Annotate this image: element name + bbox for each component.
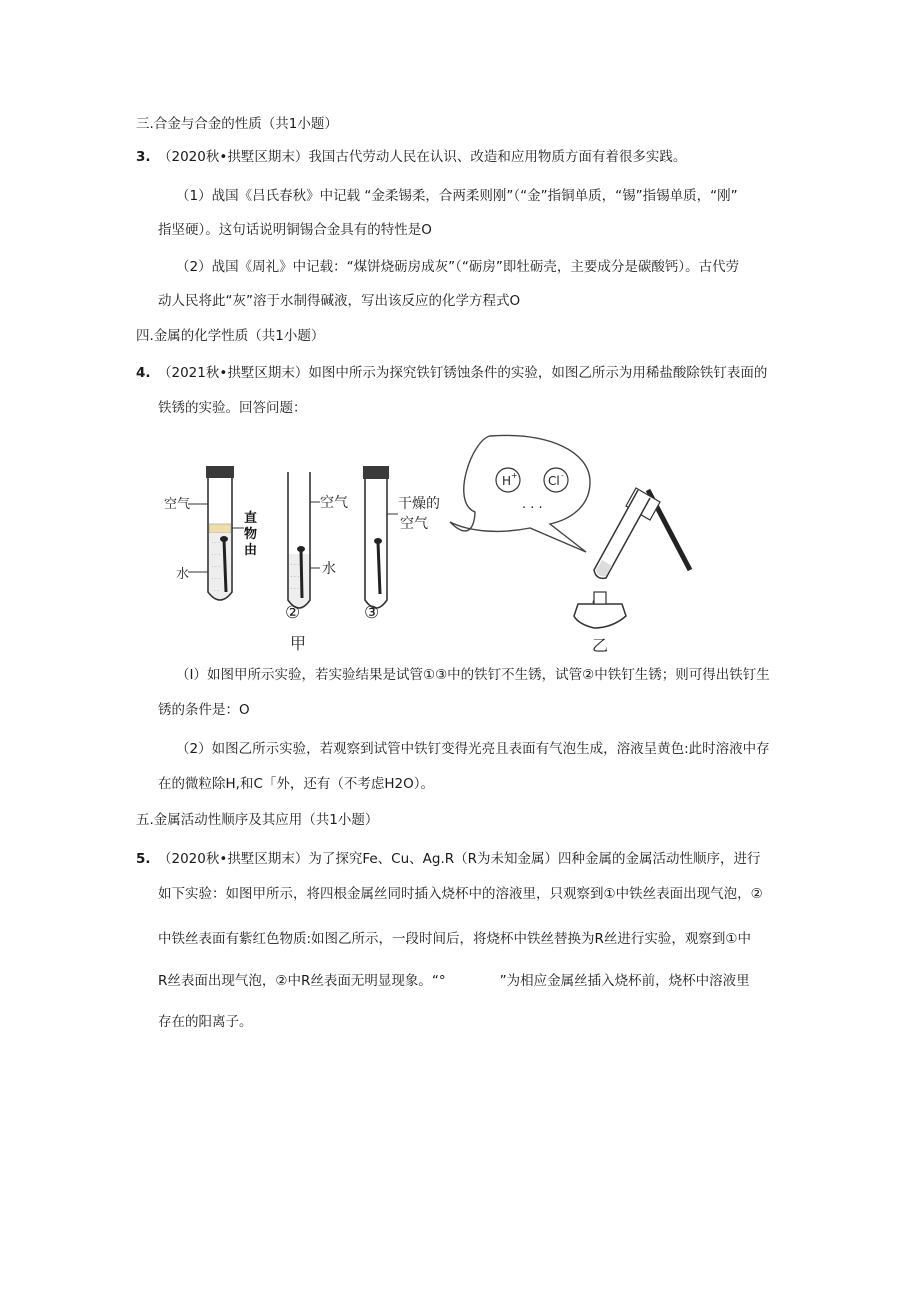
question-stem-continued: 铁锈的实验。回答问题： <box>158 400 307 416</box>
label-air-2: 空气 <box>320 495 348 511</box>
label-dry-air-1: 干燥的 <box>398 496 440 512</box>
label-water-2: 水 <box>322 561 336 577</box>
ion-h-label: H <box>502 474 512 488</box>
alcohol-lamp-setup <box>574 488 690 628</box>
svg-text:· · ·: · · · <box>291 562 299 568</box>
experiment-figure <box>150 432 710 657</box>
label-tube-3: ③ <box>364 603 380 623</box>
question-stem-continued: 存在的阳离子。 <box>158 1014 253 1030</box>
svg-text:· ·: · · <box>214 588 219 594</box>
label-oil-3: 由 <box>244 543 258 558</box>
question-number: 4. <box>136 365 151 381</box>
section-heading: 四.金属的化学性质（共1小题） <box>136 328 325 344</box>
question-stem: （2021秋•拱墅区期末）如图中所示为探究铁钉锈蚀条件的实验，如图乙所示为用稀盐酸除铁钉表面的 <box>158 365 768 381</box>
label-yi: 乙 <box>592 636 609 655</box>
label-oil-1: 直 <box>244 511 258 526</box>
label-jia: 甲 <box>290 634 307 653</box>
question-part-continued: 动人民将此“灰”溶于水制得碱液，写出该反应的化学方程式O <box>158 293 521 309</box>
svg-text:· · ·: · · · <box>212 552 220 558</box>
question-stem-continued: 如下实验：如图甲所示，将四根金属丝同时插入烧杯中的溶液里，只观察到①中铁丝表面出现气泡，② <box>158 886 763 902</box>
question-part-continued: 锈的条件是：O <box>158 702 250 718</box>
svg-text:· · ·: · · · <box>212 564 220 570</box>
question-stem-continued: 中铁丝表面有紫红色物质:如图乙所示，一段时间后，将烧杯中铁丝替换为R丝进行实验，观察到①中 <box>158 931 752 947</box>
section-heading: 三.合金与合金的性质（共1小题） <box>136 116 338 132</box>
test-tube-2 <box>288 472 320 608</box>
label-water-1: 水 <box>176 567 190 582</box>
section-heading: 五.金属活动性顺序及其应用（共1小题） <box>136 812 379 828</box>
ion-cl-charge: - <box>561 471 564 480</box>
question-part: （I）如图甲所示实验，若实验结果是试管①③中的铁钉不生锈，试管②中铁钉生锈；则可得出铁钉生 <box>176 667 770 683</box>
svg-text:· · ·: · · · <box>212 540 220 546</box>
question-number: 5. <box>136 851 151 867</box>
question-part: （2）如图乙所示实验，若观察到试管中铁钉变得光亮且表面有气泡生成，溶液呈黄色:此时溶液中存 <box>176 741 770 757</box>
question-stem: （2020秋•拱墅区期末）为了探究Fe、Cu、Ag.R（R为未知金属）四种金属的金属活动性顺序，进行 <box>158 851 761 867</box>
question-part-continued: 指坚硬）。这句话说明铜锡合金具有的特性是O <box>158 222 432 238</box>
label-tube-2: ② <box>285 603 301 623</box>
ion-cl-label: Cl <box>548 474 560 488</box>
question-part: （2）战国《周礼》中记载：“煤饼烧砺房成灰”（“砺房”即牡砺壳，主要成分是碳酸钙）。古代劳 <box>176 259 740 275</box>
speech-bubble <box>450 435 590 552</box>
ion-dots: · · · <box>522 501 543 516</box>
question-stem-continued: R丝表面出现气泡，②中R丝表面无明显现象。“° ”为相应金属丝插入烧杯前，烧杯中溶液里 <box>158 973 750 989</box>
label-dry-air-2: 空气 <box>400 516 428 532</box>
ion-h-charge: + <box>511 471 518 480</box>
svg-text:· · ·: · · · <box>291 574 299 580</box>
test-tube-1 <box>188 466 244 600</box>
question-part: （1）战国《吕氏春秋》中记载 “金柔锡柔，合两柔则刚”（“金”指铜单质，“锡”指锡单质，“刚” <box>176 188 738 204</box>
question-stem: （2020秋•拱墅区期末）我国古代劳动人民在认识、改造和应用物质方面有着很多实践。 <box>158 149 687 165</box>
svg-text:· · ·: · · · <box>212 576 220 582</box>
test-tube-3 <box>363 466 398 608</box>
svg-text:· · ·: · · · <box>291 586 299 592</box>
question-part-continued: 在的微粒除H,和C「外，还有（不考虑H2O）。 <box>158 776 434 792</box>
label-air-1: 空气 <box>164 497 191 512</box>
label-oil-2: 物 <box>244 527 258 542</box>
question-number: 3. <box>136 149 151 165</box>
